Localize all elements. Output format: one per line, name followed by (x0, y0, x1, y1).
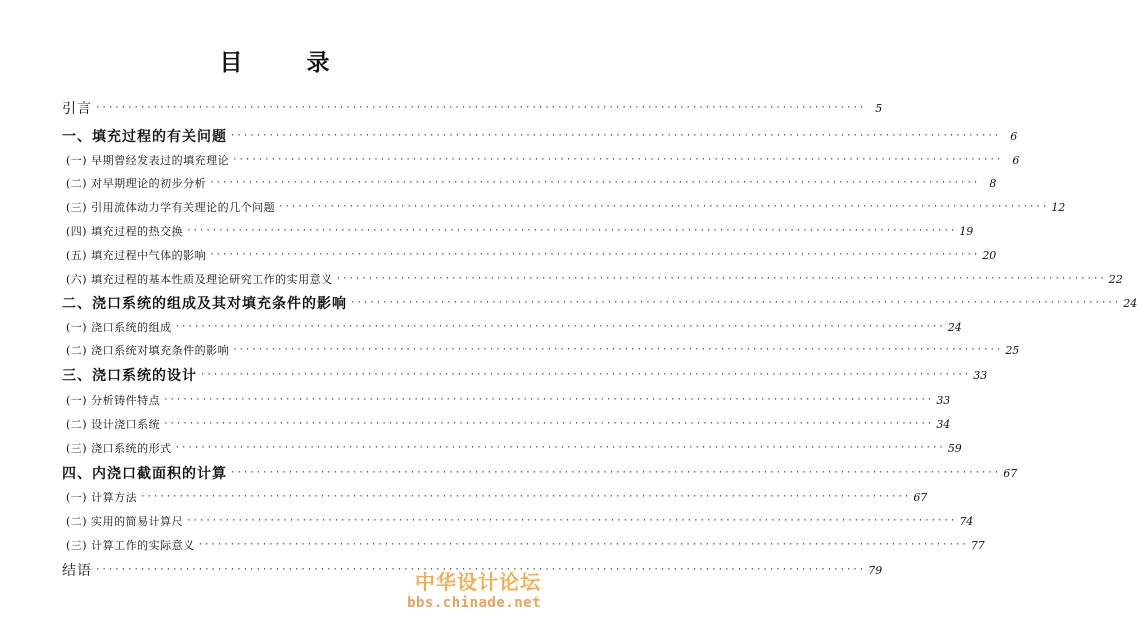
toc-section-entry (66, 535, 985, 555)
toc-page-number: 33 (973, 368, 988, 382)
toc-chapter-entry (62, 126, 1018, 146)
watermark-url: bbs.chinade.net (407, 595, 541, 611)
toc-section-entry (66, 269, 1123, 289)
toc-entry-label: (三) 浇口系统的形式 (66, 442, 172, 455)
toc-leader-dots: ························································································································ (197, 540, 968, 550)
toc-page-number: 59 (947, 441, 962, 455)
toc-chapter-entry (62, 463, 1018, 483)
toc-entry-label: (一) 早期曾经发表过的填充理论 (66, 154, 230, 167)
toc-entry-label: (二) 对早期理论的初步分析 (66, 177, 207, 190)
toc-page-number: 6 (1010, 129, 1018, 143)
toc-entry-label: (一) 计算方法 (66, 491, 138, 504)
toc-entry-label: 结语 (62, 563, 92, 579)
toc-leader-dots: ························································································································ (232, 345, 1003, 355)
toc-page-number: 8 (989, 176, 997, 190)
toc-page-number: 79 (868, 563, 883, 577)
watermark-site-name: 中华设计论坛 (415, 570, 541, 594)
toc-leader-dots: ························································································································ (174, 443, 945, 453)
toc-leader-dots: ························································································································ (232, 155, 1003, 165)
toc-leader-dots: ························································································································ (335, 274, 1106, 284)
toc-section-entry (66, 390, 951, 410)
toc-entry-label: 四、内浇口截面积的计算 (62, 466, 227, 482)
toc-section-entry (66, 438, 962, 458)
toc-leader-dots: ························································································································ (209, 178, 980, 188)
toc-section-entry (66, 150, 1020, 170)
toc-page-number: 20 (982, 248, 997, 262)
toc-page-number: 33 (936, 393, 951, 407)
toc-leader-dots: ························································································································ (230, 468, 1001, 478)
toc-entry-label: (二) 浇口系统对填充条件的影响 (66, 344, 230, 357)
toc-chapter-entry (62, 365, 988, 385)
toc-page-number: 22 (1108, 272, 1123, 286)
toc-entry-label: (一) 分析铸件特点 (66, 394, 161, 407)
toc-entry-label: (五) 填充过程中气体的影响 (66, 249, 207, 262)
toc-leader-dots: ························································································································ (186, 516, 957, 526)
toc-section-entry (66, 245, 997, 265)
toc-page-number: 12 (1051, 200, 1066, 214)
toc-section-entry (66, 511, 974, 531)
toc-entry-label: (四) 填充过程的热交换 (66, 225, 184, 238)
toc-entry-label: (二) 设计浇口系统 (66, 418, 161, 431)
toc-leader-dots: ························································································································ (95, 103, 866, 113)
page-title: 目 录 (219, 50, 358, 76)
toc-leader-dots: ························································································································ (278, 202, 1049, 212)
toc-entry-label: (三) 引用流体动力学有关理论的几个问题 (66, 201, 276, 214)
toc-leader-dots: ························································································································ (186, 226, 957, 236)
toc-page-number: 74 (959, 514, 974, 528)
toc-entry-label: 二、浇口系统的组成及其对填充条件的影响 (62, 296, 347, 312)
toc-page-number: 67 (1003, 466, 1018, 480)
toc-entry-label: 一、填充过程的有关问题 (62, 129, 227, 145)
toc-page-number: 77 (970, 538, 985, 552)
toc-section-entry (66, 414, 951, 434)
toc-leader-dots: ························································································································ (163, 419, 934, 429)
toc-entry-label: (一) 浇口系统的组成 (66, 321, 172, 334)
toc-leader-dots: ························································································································ (200, 370, 971, 380)
toc-leader-dots: ························································································································ (140, 492, 911, 502)
toc-leader-dots: ························································································································ (350, 298, 1121, 308)
toc-leader-dots: ························································································································ (209, 250, 980, 260)
toc-section-entry (66, 340, 1020, 360)
toc-leader-dots: ························································································································ (174, 322, 945, 332)
toc-page-number: 34 (936, 417, 951, 431)
toc-page-number: 19 (959, 224, 974, 238)
toc-section-entry (66, 173, 997, 193)
toc-entry-label: (六) 填充过程的基本性质及理论研究工作的实用意义 (66, 273, 333, 286)
toc-page-number: 6 (1012, 153, 1020, 167)
toc-entry-label: 引言 (62, 101, 92, 117)
watermark (407, 566, 541, 611)
toc-leader-dots: ························································································································ (163, 395, 934, 405)
toc-section-entry (66, 487, 928, 507)
toc-chapter-entry (62, 98, 883, 118)
toc-entry-label: (二) 实用的简易计算尺 (66, 515, 184, 528)
toc-leader-dots: ························································································································ (95, 565, 866, 575)
toc-chapter-entry (62, 293, 1137, 313)
toc-section-entry (66, 221, 974, 241)
toc-entry-label: (三) 计算工作的实际意义 (66, 539, 195, 552)
toc-page-number: 67 (913, 490, 928, 504)
toc-page-number: 25 (1005, 343, 1020, 357)
toc-entry-label: 三、浇口系统的设计 (62, 368, 197, 384)
toc-section-entry (66, 317, 962, 337)
toc-leader-dots: ························································································································ (230, 131, 1001, 141)
toc-page-number: 24 (947, 320, 962, 334)
toc-page-number: 24 (1123, 296, 1137, 310)
toc-section-entry (66, 197, 1066, 217)
toc-page-number: 5 (875, 101, 883, 115)
